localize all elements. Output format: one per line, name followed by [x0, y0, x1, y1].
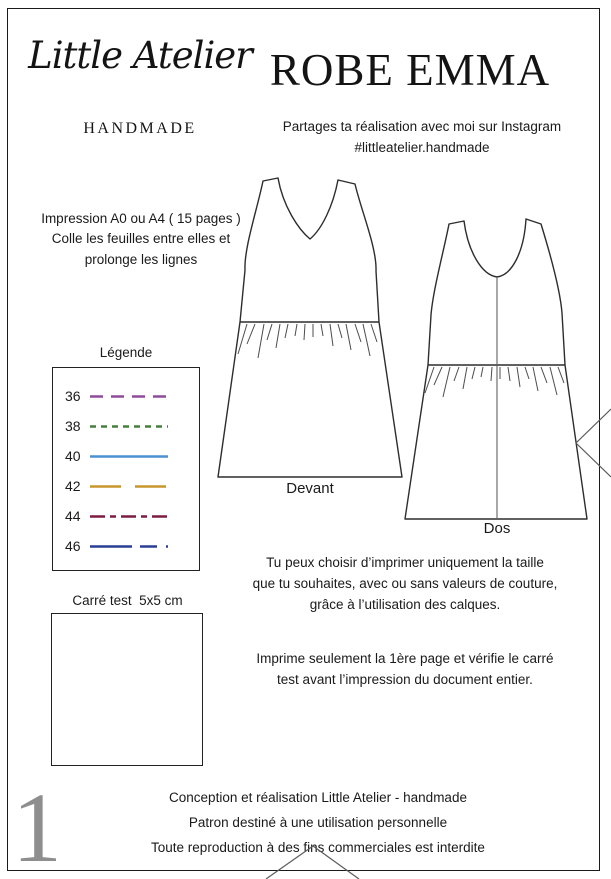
instagram-note — [262, 117, 582, 159]
test-print-paragraph — [247, 649, 563, 691]
instagram-note-line1: Partages ta réalisation avec moi sur Instagram — [282, 119, 562, 134]
size-38-line-swatch — [90, 423, 168, 430]
legend-row-42 — [53, 478, 199, 496]
test-square-label: Carré test 5x5 cm — [72, 593, 183, 608]
brand-logo: Little Atelier — [28, 34, 252, 77]
size-44-line-swatch — [90, 513, 168, 520]
print-instructions-line3: prolonge les lignes — [84, 251, 198, 267]
size-label-38: 38 — [65, 418, 81, 434]
legend-box — [52, 367, 200, 571]
layers-paragraph-line1: Tu peux choisir d’imprimer uniquement la taille — [266, 555, 544, 570]
size-label-36: 36 — [65, 388, 81, 404]
size-label-44: 44 — [65, 508, 81, 524]
print-instructions-line1: Impression A0 ou A4 ( 15 pages ) — [41, 211, 241, 226]
legend-title: Légende — [99, 345, 153, 360]
test-square — [51, 613, 203, 766]
print-instructions — [31, 209, 251, 270]
legend-row-40 — [53, 448, 199, 466]
size-label-40: 40 — [65, 448, 81, 464]
footer-copyright-line: Toute reproduction à des fins commerciales est interdite — [151, 840, 485, 855]
back-dress-label: Dos — [483, 520, 511, 537]
legend-row-44 — [53, 508, 199, 526]
footer-credit-line: Conception et réalisation Little Atelier - handmade — [169, 790, 467, 805]
instagram-note-line2: #littleatelier.handmade — [354, 139, 490, 155]
layers-paragraph — [237, 553, 573, 616]
legend-row-36 — [53, 388, 199, 406]
layers-paragraph-line2: que tu souhaites, avec ou sans valeurs de couture, — [252, 575, 558, 591]
brand-tagline: HANDMADE — [83, 120, 197, 137]
size-42-line-swatch — [90, 483, 168, 490]
page-number: 1 — [12, 772, 62, 879]
size-label-42: 42 — [65, 478, 81, 494]
size-40-line-swatch — [90, 453, 168, 460]
front-dress-label: Devant — [286, 480, 334, 497]
page-title: ROBE EMMA — [269, 45, 551, 95]
print-instructions-line2: Colle les feuilles entre elles et — [51, 231, 231, 247]
size-36-line-swatch — [90, 393, 168, 400]
test-print-paragraph-line1: Imprime seulement la 1ère page et vérifie le carré — [256, 651, 554, 666]
size-46-line-swatch — [90, 543, 168, 550]
footer-personal-use-line: Patron destiné à une utilisation personnelle — [188, 815, 448, 830]
size-label-46: 46 — [65, 538, 81, 554]
legend-row-38 — [53, 418, 199, 436]
test-print-paragraph-line2: test avant l’impression du document entier. — [277, 671, 533, 687]
legend-row-46 — [53, 538, 199, 556]
layers-paragraph-line3: grâce à l’utilisation des calques. — [309, 596, 501, 612]
